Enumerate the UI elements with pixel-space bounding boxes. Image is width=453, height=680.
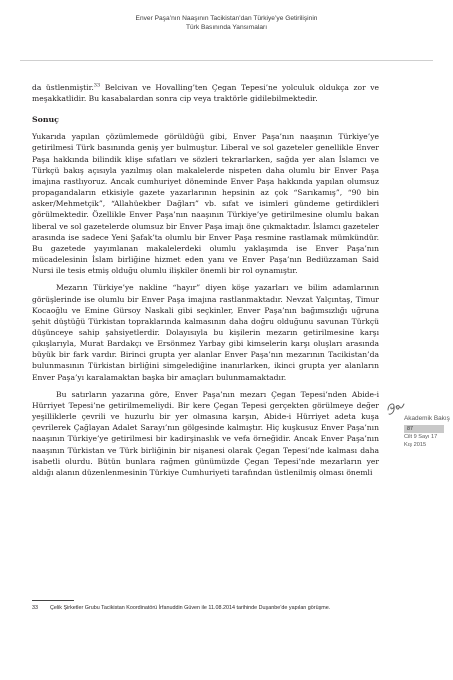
season-year: Kış 2015 xyxy=(404,441,427,448)
running-header xyxy=(40,14,413,32)
journal-name: Akademik Bakış xyxy=(404,415,450,422)
footnote xyxy=(32,604,379,612)
header-divider xyxy=(20,60,433,61)
footnote-number: 33 xyxy=(32,605,38,611)
journal-logo-icon xyxy=(385,398,407,416)
journal-sidebar xyxy=(404,415,450,449)
paragraph-3: Bu satırların yazarına göre, Enver Paşa’nın mezarı Çegan Tepesi’nden Abide-i Hürriyet Tepesi’ne getirilmemeliydi. Bir kere Çegan Tepesi gerçekten görülmeye değer yeşilliklerle çevrili ve huzurlu bir yer olmasına karşın, Abide-i Hürriyet adeta kuşa çevrilerek Çağlayan Adalet Sarayı’nın gölgesinde kalmıştır. Hiç kuşkusuz Enver Paşa’nın naaşının Türkiye’ye getirilmesi bir kadirşinaslık ve vefa örneğidir. Ancak Enver Paşa’nın naaşının Türkistan ve Türk birliğinin bir nişanesi olarak Çegan Tepesi’nde kalması daha isabetli olurdu. Bütün bunlara rağmen günümüzde Çegan Tepesi’nde mezarların yer aldığı alanın düzenlenmesinin Türkiye Cumhuriyeti tarafından üstlenilmiş olması önemli xyxy=(32,389,379,477)
running-header-line-1: Enver Paşa’nın Naaşının Tacikistan’dan Türkiye’ye Getirilişinin xyxy=(135,15,318,22)
paragraph-1: Yukarıda yapılan çözümlemede görüldüğü gibi, Enver Paşa’nın naaşının Türkiye’ye getirilmesi Türk basınında geniş yer bulmuştur. Liberal ve sol gazeteler genellikle Enver Paşa hakkında bilindik klişe sıfatları ve sözleri tekrarlarken, sağda yer alan İslamcı ve Türkçü bakış açısıyla yazılmış olan makalelerde nispeten daha olumlu bir Enver Paşa imajına rastlıyoruz. Ancak cumhuriyet döneminde Enver Paşa hakkında yapılan olumsuz propagandaların etkisiyle gazete yazarlarının hepsinin az çok “Sarıkamış”, “90 bin asker/Mehmetçik”, “Allahüekber Dağları” vb. sıfat ve isimleri gündeme getirdikleri görülmektedir. Özellikle Enver Paşa’nın naaşının Türkiye’ye getirilmesine olumlu bakan liberal ve sol gazetelerde olumsuz bir Enver Paşa imajı öne çıkmaktadır. İslamcı gazeteler arasında ise sadece Yeni Şafak’ta olumlu bir Enver Paşa resmine rastlamak mümkündür. Bu gazetede yayımlanan makalelerdeki olumlu yaklaşımda ise Enver Paşa’nın mücadelesinin İslam birliğine hizmet eden yanı ve Enver Paşa’nın Bediüzzaman Said Nursi ile tesis etmiş olduğu olumlu ilişkiler önemli bir rol oynamıştır. xyxy=(32,132,379,276)
footnote-reference[interactable]: 33 xyxy=(93,82,101,89)
page-number: 87 xyxy=(404,425,444,433)
section-title: Sonuç xyxy=(32,115,59,125)
running-header-line-2: Türk Basınında Yansımaları xyxy=(185,24,268,31)
intro-text-end: Belcivan ve Hovalling’ten Çegan Tepesi’ne yolculuk oldukça zor ve meşakkatlidir. Bu kasabalardan sonra cip veya traktörle gidilebilmektedir. xyxy=(32,83,380,104)
paragraph-2: Mezarın Türkiye’ye nakline “hayır” diyen köşe yazarları ve bilim adamlarının görüşlerinde ise olumlu bir Enver Paşa imajına rastlanmaktadır. Nevzat Yalçıntaş, Timur Kocaoğlu ve Emine Gürsoy Naskali gibi seçkinler, Enver Paşa’nın bağımsızlığı uğruna şehit düştüğü Türkistan topraklarında kalmasının daha doğru olduğunu savunan Türkçü düşünceye sahip şahsiyetlerdir. Dolayısıyla bu kişilerin mezarın getirilmesine karşı çıkışlarıyla, Murat Bardakçı ve Ersönmez Yarbay gibi kimselerin karşı oluşları arasında büyük bir fark vardır. Birinci grupta yer alanlar Enver Paşa’nın mezarının Tacikistan’da bulunmasının Türkistan birliğini simgelediğine inanırlarken, ikinci grupta yer alanların Enver Paşa’yı karalamaktan başka bir amaçları bulunmamaktadır. xyxy=(32,283,379,382)
footnote-divider xyxy=(32,600,74,601)
footnote-text: Çelik Şirketler Grubu Tacikistan Koordinatörü İrfanuddin Güven ile 11.08.2014 tarihinde Duşanbe’de yapılan görüşme. xyxy=(50,605,331,611)
intro-text-start: da üstlenmiştir. xyxy=(32,83,94,92)
intro-paragraph xyxy=(32,82,379,104)
volume-issue: Cilt 9 Sayı 17 xyxy=(404,433,438,440)
article-body xyxy=(32,82,379,478)
